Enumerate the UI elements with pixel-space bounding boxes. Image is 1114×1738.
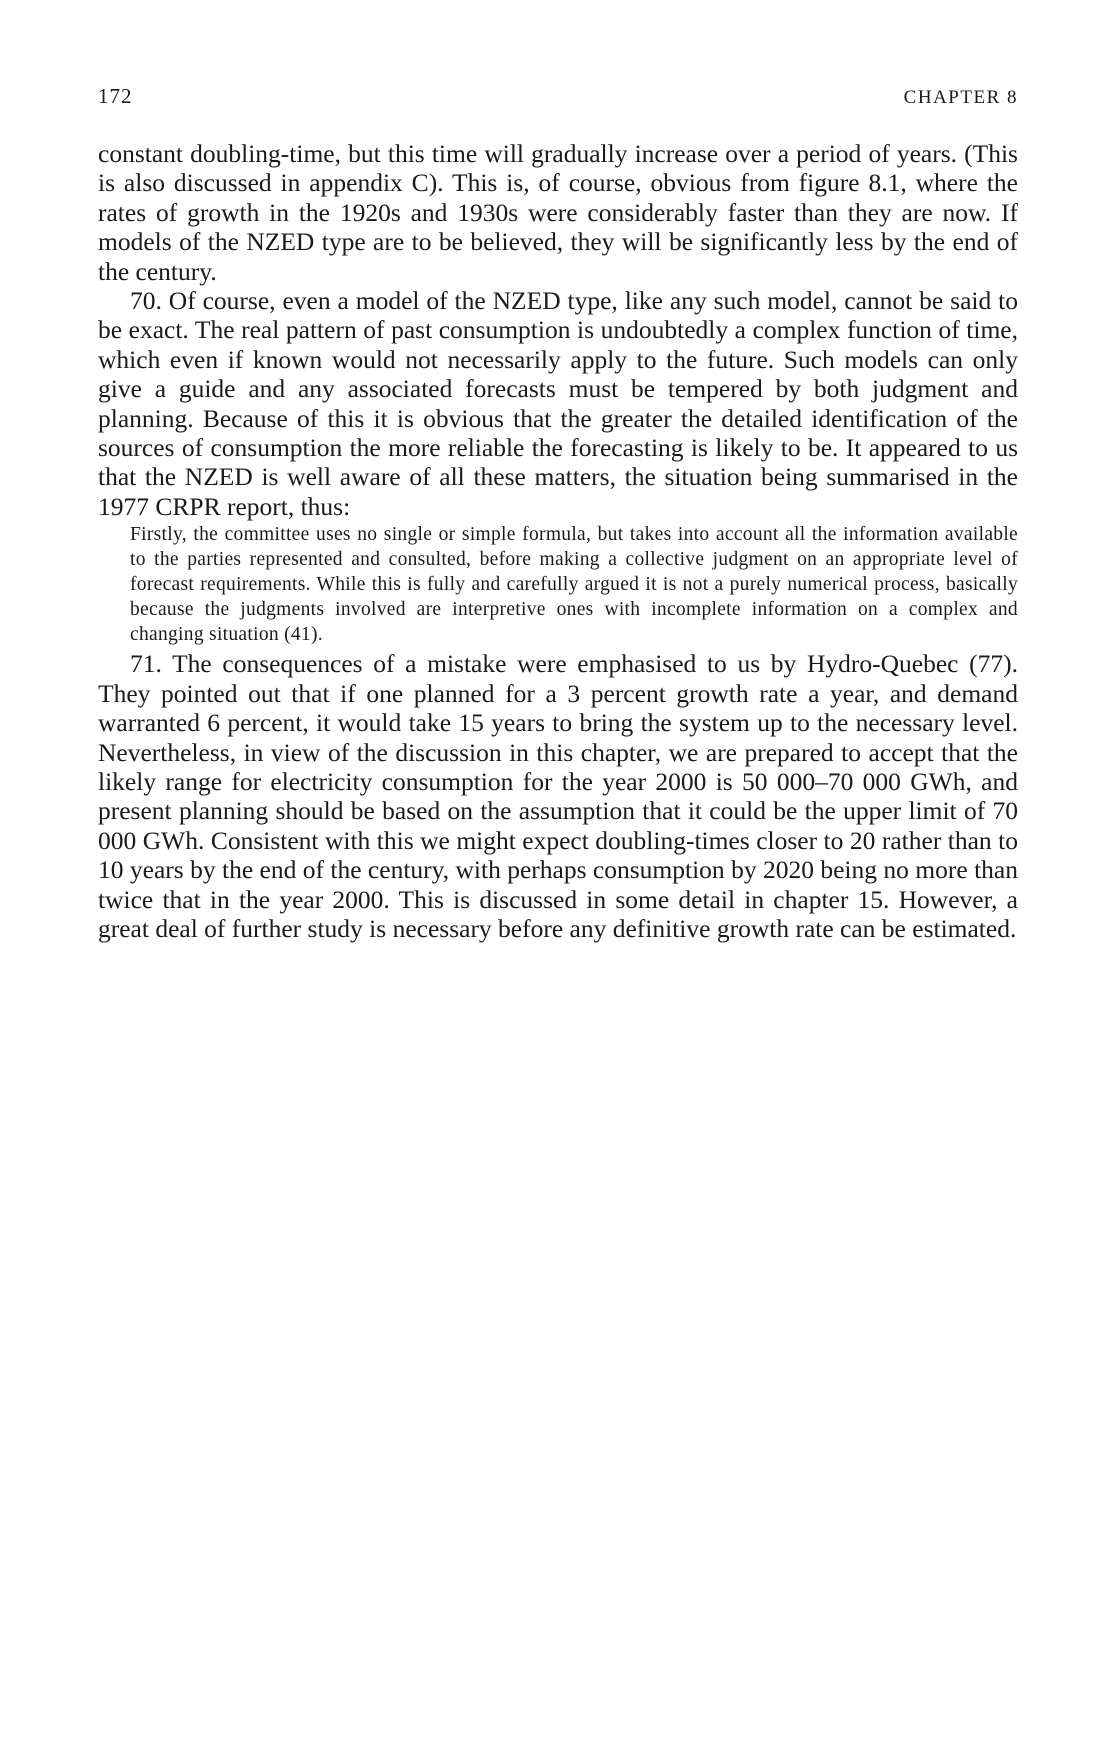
chapter-title: CHAPTER 8 xyxy=(903,87,1018,108)
block-quote: Firstly, the committee uses no single or simple formula, but takes into account all the information available to the parties represented and consulted, before making a collective judgment on an appropriate level of forecast requirements. While this is fully and carefully argued it is not a purely numerical process, basically because the judgments involved are interpretive ones with incomplete information on a complex and changing situation (41). xyxy=(130,524,1018,646)
document-page xyxy=(98,84,1018,943)
paragraph-70: 70. Of course, even a model of the NZED type, like any such model, cannot be said to be exact. The real pattern of past consumption is undoubtedly a complex function of time, which even if known would not necessarily apply to the future. Such models can only give a guide and any associated forecasts must be tempered by both judgment and planning. Because of this it is obvious that the greater the detailed identification of the sources of consumption the more reliable the forecasting is likely to be. It appeared to us that the NZED is well aware of all these matters, the situation being summarised in the 1977 CRPR report, thus: xyxy=(98,286,1018,521)
paragraph-71: 71. The consequences of a mistake were emphasised to us by Hydro-Quebec (77). They pointed out that if one planned for a 3 percent growth rate a year, and demand warranted 6 percent, it would take 15 years to bring the system up to the necessary level. Nevertheless, in view of the discussion in this chapter, we are prepared to accept that the likely range for electricity consumption for the year 2000 is 50 000–70 000 GWh, and present planning should be based on the assumption that it could be the upper limit of 70 000 GWh. Consistent with this we might expect doubling-times closer to 20 rather than to 10 years by the end of the century, with perhaps consumption by 2020 being no more than twice that in the year 2000. This is discussed in some detail in chapter 15. However, a great deal of further study is necessary before any definitive growth rate can be estimated. xyxy=(98,649,1018,943)
body-text xyxy=(98,139,1018,943)
paragraph-continued: constant doubling-time, but this time will gradually increase over a period of years. (This is also discussed in appendix C). This is, of course, obvious from figure 8.1, where the rates of growth in the 1920s and 1930s were considerably faster than they are now. If models of the NZED type are to be believed, they will be significantly less by the end of the century. xyxy=(98,139,1018,286)
page-number: 172 xyxy=(98,84,133,108)
running-head xyxy=(98,84,1018,109)
